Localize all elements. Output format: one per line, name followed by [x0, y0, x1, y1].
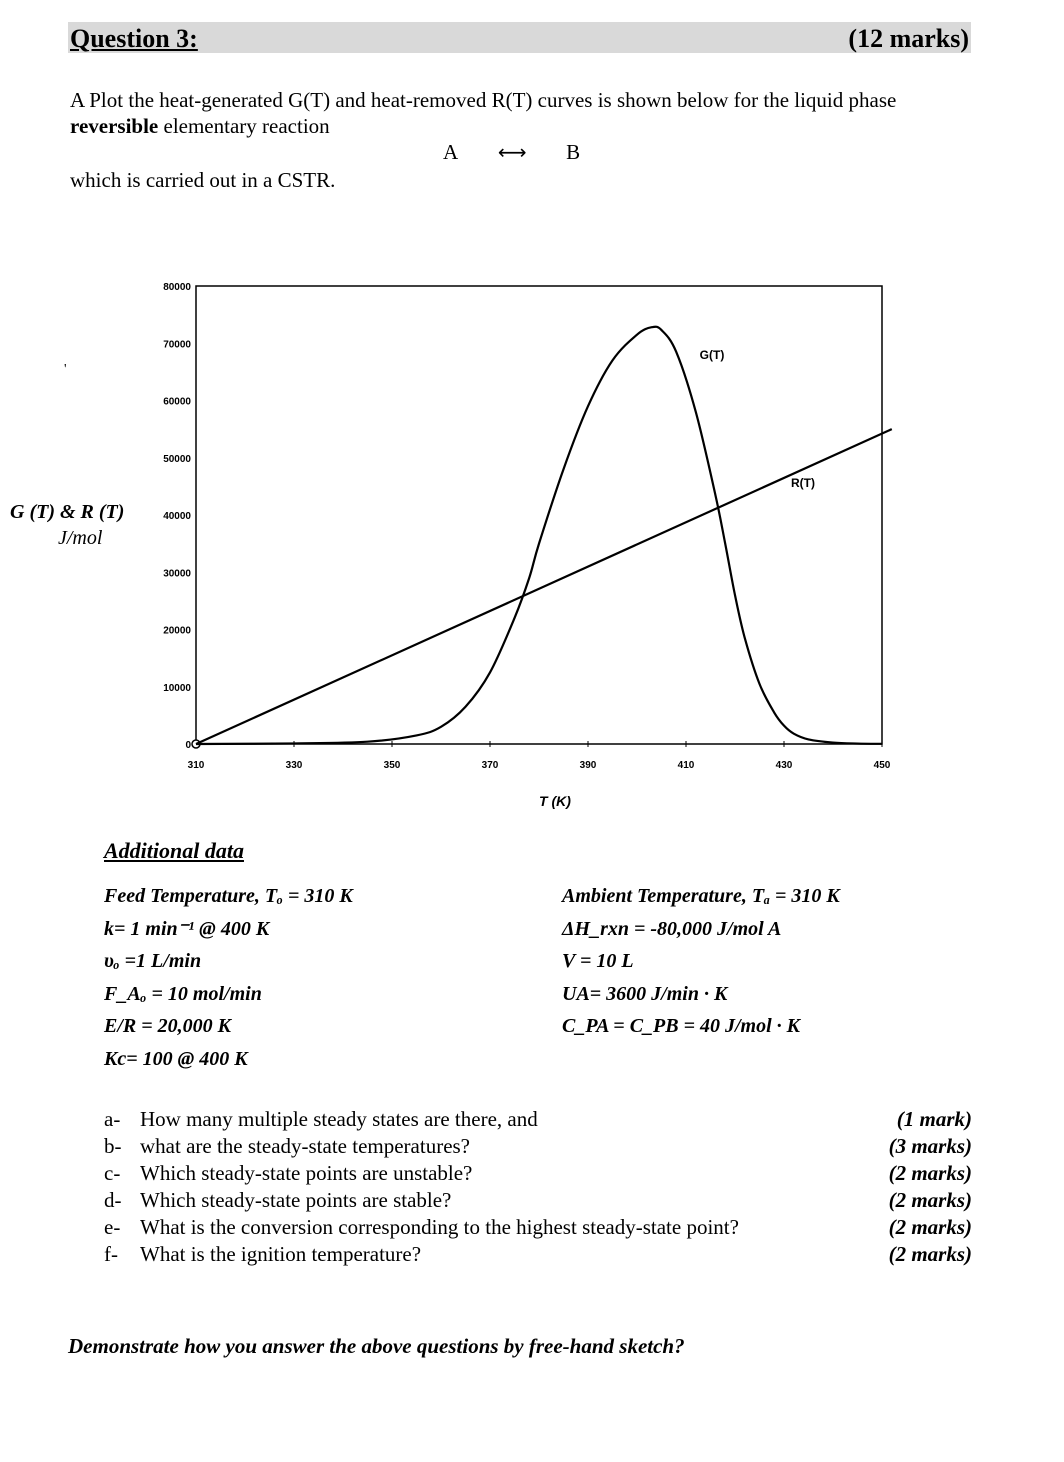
- additional-data-left: [104, 882, 353, 1078]
- y-axis-label: G (T) & R (T): [10, 501, 125, 523]
- y-tick-label: 70000: [163, 339, 191, 351]
- question-letter: e-: [104, 1215, 121, 1239]
- ambient-temperature: Ambient Temperature, Tₐ = 310 K: [562, 885, 840, 907]
- question-text: Which steady-state points are stable?: [140, 1188, 452, 1212]
- y-tick-label: 40000: [163, 511, 191, 522]
- y-tick-label: 20000: [163, 625, 191, 637]
- question-letter: f-: [104, 1242, 118, 1266]
- intro-bold-word: reversible: [70, 114, 159, 138]
- question-letter: c-: [104, 1161, 121, 1185]
- y-tick-label: 30000: [163, 568, 191, 580]
- molar-flow: F_Aₒ = 10 mol/min: [104, 982, 262, 1005]
- intro-text-2: elementary reaction: [158, 114, 330, 138]
- question-text: What is the ignition temperature?: [140, 1242, 422, 1266]
- question-text: Which steady-state points are unstable?: [140, 1161, 473, 1185]
- heat-transfer-ua: UA= 3600 J/min · K: [562, 982, 728, 1005]
- question-item: [104, 1187, 972, 1214]
- cstr-text: which is carried out in a CSTR.: [70, 168, 336, 192]
- feed-temperature: Feed Temperature, Tₒ = 310 K: [104, 885, 353, 907]
- question-item: [104, 1214, 972, 1241]
- rate-constant: k= 1 min⁻¹ @ 400 K: [104, 917, 270, 940]
- x-tick-label: 450: [873, 760, 891, 771]
- activation-ratio: E/R = 20,000 K: [104, 1015, 231, 1038]
- reversible-arrow-icon: ⟷: [497, 140, 527, 164]
- footer-instruction: Demonstrate how you answer the above questions by free-hand sketch?: [68, 1334, 685, 1358]
- question-marks: (12 marks): [848, 24, 969, 53]
- plot-frame: [196, 286, 882, 744]
- y-tick-label: 0: [185, 740, 191, 751]
- x-tick-label: 430: [775, 760, 793, 771]
- product: B: [566, 140, 581, 164]
- r-line: [196, 429, 892, 744]
- question-mark: (2 marks): [888, 1215, 972, 1239]
- intro-text-1: A Plot the heat-generated G(T) and heat-removed R(T) curves is shown below for the liquid phase: [70, 88, 897, 112]
- y-tick-label: 80000: [163, 282, 191, 293]
- g-curve-label: G(T): [699, 348, 725, 362]
- x-tick-label: 310: [187, 760, 205, 771]
- question-letter: b-: [104, 1134, 122, 1158]
- question-letter: a-: [104, 1107, 121, 1131]
- x-tick-label: 370: [481, 760, 499, 771]
- r-curve-label: R(T): [791, 476, 815, 490]
- question-item: [104, 1241, 972, 1268]
- g-curve: [196, 327, 882, 744]
- additional-data-right: [562, 882, 840, 1045]
- question-list: [104, 1106, 972, 1268]
- heat-capacities: C_PA = C_PB = 40 J/mol · K: [562, 1015, 801, 1038]
- heat-of-reaction: ΔH_rxn = -80,000 J/mol A: [562, 917, 782, 940]
- question-text: What is the conversion corresponding to the highest steady-state point?: [140, 1215, 739, 1239]
- question-title: Question 3:: [70, 24, 198, 53]
- question-letter: d-: [104, 1188, 122, 1212]
- equilibrium-constant: Kc= 100 @ 400 K: [104, 1047, 248, 1070]
- question-mark: (2 marks): [888, 1161, 972, 1185]
- reactor-volume: V = 10 L: [562, 950, 634, 973]
- stray-mark: ': [64, 362, 67, 377]
- question-mark: (2 marks): [888, 1188, 972, 1212]
- question-item: [104, 1133, 972, 1160]
- question-mark: (3 marks): [888, 1134, 972, 1158]
- y-tick-label: 50000: [163, 453, 191, 465]
- volumetric-flow: υₒ =1 L/min: [104, 950, 202, 973]
- x-tick-label: 350: [383, 760, 401, 771]
- x-tick-label: 330: [285, 760, 303, 771]
- y-tick-label: 60000: [163, 396, 191, 408]
- reactant: A: [443, 140, 459, 164]
- x-axis-label: T (K): [539, 793, 571, 809]
- x-tick-label: 390: [579, 760, 597, 771]
- question-item: [104, 1106, 972, 1133]
- question-text: what are the steady-state temperatures?: [140, 1134, 471, 1158]
- additional-data-title: Additional data: [104, 838, 244, 863]
- y-axis-unit: J/mol: [58, 527, 103, 549]
- question-mark: (1 mark): [896, 1107, 972, 1131]
- question-item: [104, 1160, 972, 1187]
- question-mark: (2 marks): [888, 1242, 972, 1266]
- question-text: How many multiple steady states are there, and: [140, 1107, 538, 1131]
- x-tick-label: 410: [677, 760, 695, 771]
- y-tick-label: 10000: [163, 682, 191, 694]
